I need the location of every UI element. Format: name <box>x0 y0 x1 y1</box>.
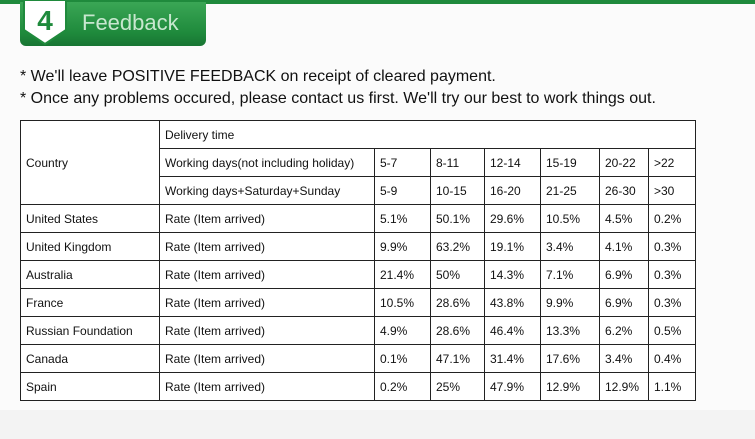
rate-cell: 6.2% <box>600 317 649 345</box>
rate-cell: 7.1% <box>541 261 600 289</box>
section-title: Feedback <box>82 10 179 35</box>
rate-cell: 0.3% <box>649 289 696 317</box>
working-days-cell: 8-11 <box>431 149 485 177</box>
working-days-cell: 20-22 <box>600 149 649 177</box>
country-cell: Spain <box>21 373 160 401</box>
delivery-rate-table <box>20 120 696 401</box>
rate-label-cell: Rate (Item arrived) <box>160 373 375 401</box>
feedback-notes <box>20 66 740 110</box>
bottom-margin <box>0 410 755 439</box>
working-days-cell: 12-14 <box>485 149 541 177</box>
note-positive-feedback: * We'll leave POSITIVE FEEDBACK on receipt of cleared payment. <box>20 68 496 85</box>
working-days-cell: >22 <box>649 149 696 177</box>
extended-days-label: Working days+Saturday+Sunday <box>160 177 375 205</box>
rate-cell: 3.4% <box>541 233 600 261</box>
rate-cell: 4.9% <box>375 317 431 345</box>
rate-cell: 14.3% <box>485 261 541 289</box>
rate-label-cell: Rate (Item arrived) <box>160 345 375 373</box>
rate-cell: 63.2% <box>431 233 485 261</box>
extended-days-cell: 5-9 <box>375 177 431 205</box>
table-row <box>21 345 696 373</box>
rate-cell: 25% <box>431 373 485 401</box>
rate-cell: 0.2% <box>649 205 696 233</box>
working-days-label: Working days(not including holiday) <box>160 149 375 177</box>
rate-cell: 12.9% <box>600 373 649 401</box>
country-header: Country <box>21 121 160 205</box>
table-row <box>21 205 696 233</box>
working-days-cell: 15-19 <box>541 149 600 177</box>
rate-cell: 28.6% <box>431 317 485 345</box>
rate-label-cell: Rate (Item arrived) <box>160 233 375 261</box>
rate-cell: 12.9% <box>541 373 600 401</box>
rate-label-cell: Rate (Item arrived) <box>160 317 375 345</box>
rate-cell: 46.4% <box>485 317 541 345</box>
step-number: 4 <box>37 5 53 36</box>
rate-cell: 0.4% <box>649 345 696 373</box>
working-days-cell: 5-7 <box>375 149 431 177</box>
rate-cell: 10.5% <box>375 289 431 317</box>
rate-cell: 50% <box>431 261 485 289</box>
rate-cell: 0.3% <box>649 261 696 289</box>
rate-cell: 1.1% <box>649 373 696 401</box>
rate-cell: 19.1% <box>485 233 541 261</box>
extended-days-cell: 21-25 <box>541 177 600 205</box>
rate-cell: 4.5% <box>600 205 649 233</box>
rate-cell: 3.4% <box>600 345 649 373</box>
rate-cell: 4.1% <box>600 233 649 261</box>
rate-cell: 28.6% <box>431 289 485 317</box>
rate-cell: 9.9% <box>541 289 600 317</box>
extended-days-cell: 26-30 <box>600 177 649 205</box>
rate-cell: 9.9% <box>375 233 431 261</box>
rate-cell: 50.1% <box>431 205 485 233</box>
country-cell: Australia <box>21 261 160 289</box>
table-row <box>21 373 696 401</box>
rate-cell: 0.3% <box>649 233 696 261</box>
rate-cell: 21.4% <box>375 261 431 289</box>
delivery-time-header: Delivery time <box>160 121 696 149</box>
rate-label-cell: Rate (Item arrived) <box>160 289 375 317</box>
rate-cell: 0.2% <box>375 373 431 401</box>
rate-cell: 31.4% <box>485 345 541 373</box>
country-cell: France <box>21 289 160 317</box>
rate-cell: 0.1% <box>375 345 431 373</box>
rate-cell: 5.1% <box>375 205 431 233</box>
country-cell: Canada <box>21 345 160 373</box>
rate-cell: 47.1% <box>431 345 485 373</box>
rate-label-cell: Rate (Item arrived) <box>160 261 375 289</box>
table-row <box>21 233 696 261</box>
rate-cell: 47.9% <box>485 373 541 401</box>
rate-cell: 29.6% <box>485 205 541 233</box>
table-header-row <box>21 121 696 149</box>
extended-days-cell: >30 <box>649 177 696 205</box>
rate-cell: 43.8% <box>485 289 541 317</box>
rate-cell: 13.3% <box>541 317 600 345</box>
table-row <box>21 317 696 345</box>
rate-cell: 0.5% <box>649 317 696 345</box>
table-row <box>21 289 696 317</box>
rate-cell: 6.9% <box>600 289 649 317</box>
rate-label-cell: Rate (Item arrived) <box>160 205 375 233</box>
country-cell: United States <box>21 205 160 233</box>
extended-days-cell: 10-15 <box>431 177 485 205</box>
rate-cell: 10.5% <box>541 205 600 233</box>
table-row <box>21 261 696 289</box>
rate-cell: 6.9% <box>600 261 649 289</box>
country-cell: Russian Foundation <box>21 317 160 345</box>
note-contact-first: * Once any problems occured, please contact us first. We'll try our best to work things out. <box>20 90 656 107</box>
country-cell: United Kingdom <box>21 233 160 261</box>
rate-cell: 17.6% <box>541 345 600 373</box>
extended-days-cell: 16-20 <box>485 177 541 205</box>
